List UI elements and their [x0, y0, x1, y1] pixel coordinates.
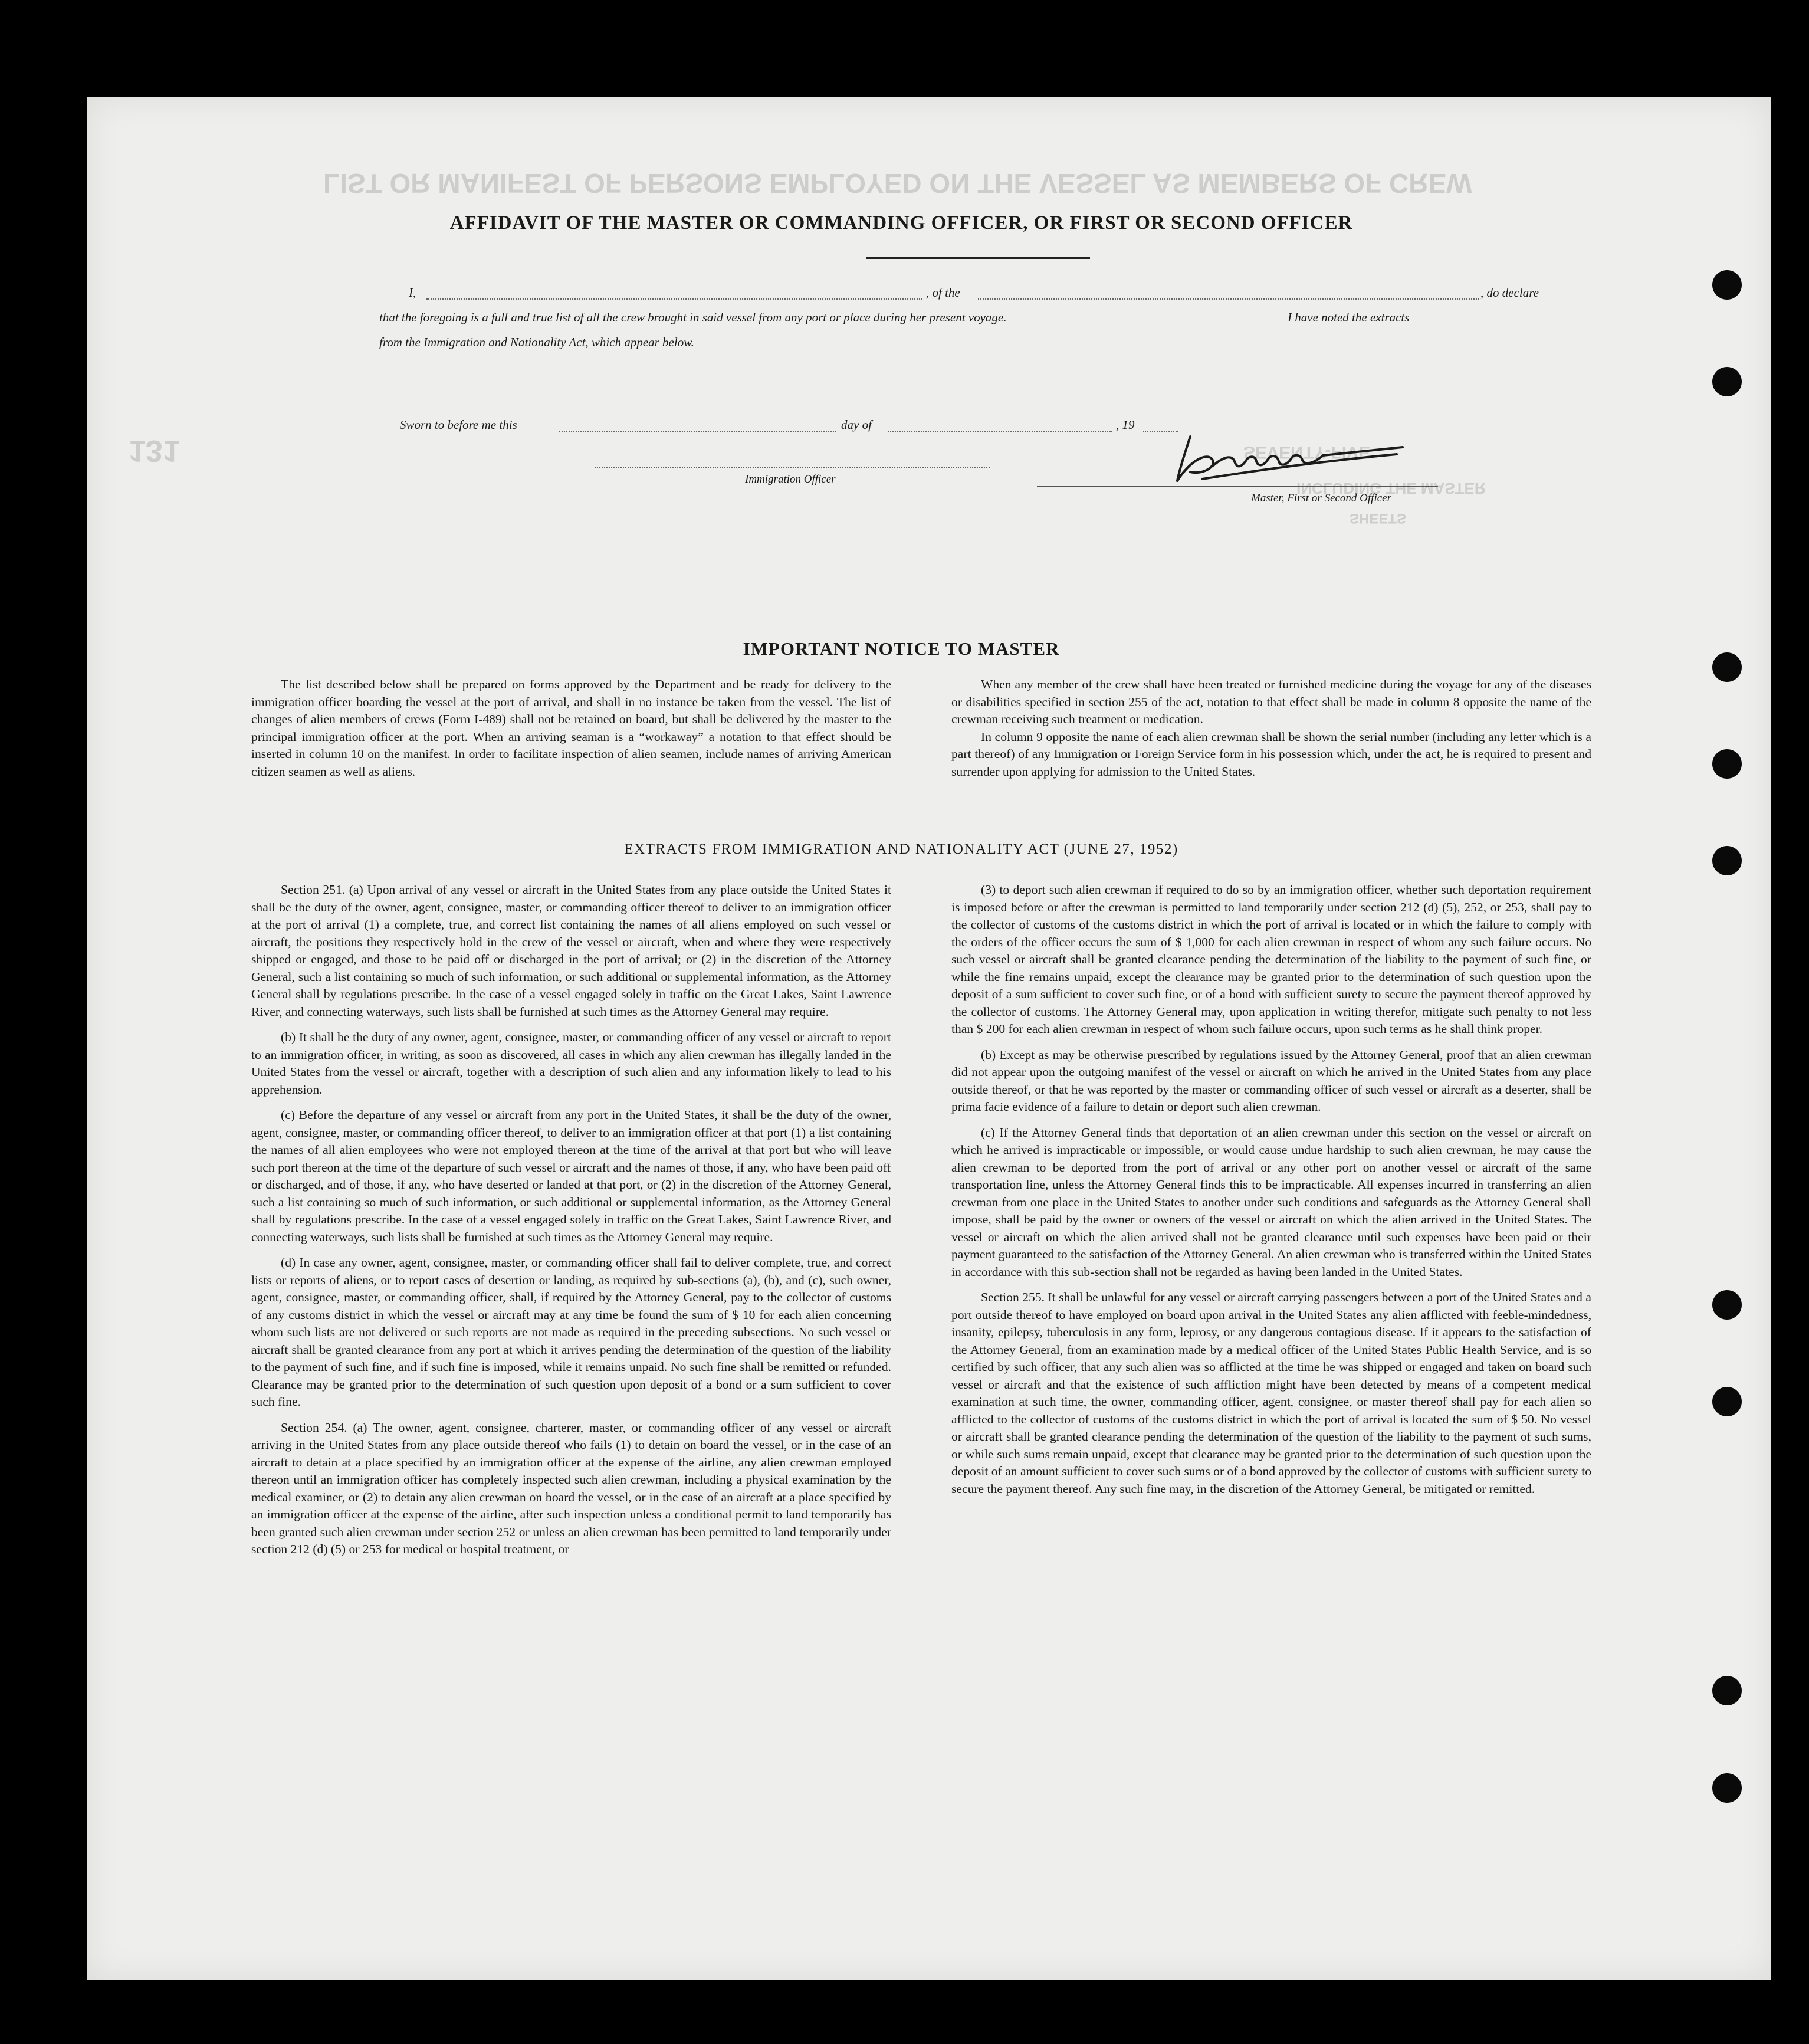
sworn-year-field[interactable] [1143, 431, 1178, 432]
binder-hole [1712, 846, 1742, 875]
declaration-line-2-end: I have noted the extracts [1288, 310, 1410, 324]
day-of-label: day of [841, 418, 872, 432]
bleed-through-header: LIST OR MANIFEST OF PERSONS EMPLOYED ON THE VESSEL AS MEMBERS OF CREW [323, 168, 1472, 199]
extracts-left-column [251, 881, 891, 1567]
vessel-name-field[interactable] [978, 298, 1479, 300]
master-name-field[interactable] [426, 298, 922, 300]
act-section-paragraph: (c) Before the departure of any vessel or aircraft from any port in the United States, it shall be the duty of the owner, agent, consignee, master, or commanding officer thereof, to deliver to an immigration officer at that port (1) a list containing the names of all alien employees who were not employed thereon at the time of the arrival at that port but who will leave such port thereon at the time of the departure of such vessel or aircraft and the names of those, if any, who have been paid off or discharged, and of those, if any, who have deserted or landed at that port, or (2) in the discretion of the Attorney General, such a list containing so much of such information, or such additional or supplemental information, as the Attorney General shall by regulations prescribe. In the case of a vessel engaged solely in traffic on the Great Lakes, Saint Lawrence River, and connecting waterways, such lists shall be furnished at such times as the Attorney General may require. [251, 1108, 891, 1244]
year-label: , 19 [1116, 418, 1135, 432]
notice-paragraph: When any member of the crew shall have been treated or furnished medicine during the voyage for any of the diseases or disabilities specified in section 255 of the act, notation to that effect shall be made in column 8 opposite the name of the crewman receiving such treatment or medication. [951, 677, 1591, 726]
sworn-label: Sworn to before me this [400, 418, 517, 432]
bleed-through-stamp-3: SHEETS [1350, 510, 1407, 526]
binder-hole [1712, 1773, 1742, 1803]
binder-hole [1712, 652, 1742, 682]
act-section-paragraph: Section 251. (a) Upon arrival of any vessel or aircraft in the United States from any place outside the United States it shall be the duty of the owner, agent, consignee, master, or commanding officer thereof to deliver to an immigration officer at the port of arrival (1) a complete, true, and correct list containing the names of all aliens employed on such vessel or aircraft, the positions they respectively hold in the crew of the vessel or aircraft, when and where they were respectively shipped or engaged, and those to be paid off or discharged in the port of arrival; or (2) in the discretion of the Attorney General, such a list containing so much of such information, or such additional or supplemental information, as the Attorney General shall by regulations prescribe. In the case of a vessel engaged solely in traffic on the Great Lakes, Saint Lawrence River, and connecting waterways, such lists shall be furnished at such times as the Attorney General may require. [251, 882, 891, 1019]
bleed-through-stamp-1: SEVENTY-FIVE [1243, 442, 1371, 462]
notice-paragraph: In column 9 opposite the name of each alien crewman shall be shown the serial number (including any letter which is a part thereof) of any Immigration or Foreign Service form in his possession which, under the act, he is required to present and surrender upon applying for admission to the United States. [951, 729, 1591, 779]
master-caption: Master, First or Second Officer [1251, 492, 1392, 504]
act-section-paragraph: (b) It shall be the duty of any owner, agent, consignee, master, or commanding officer of any vessel or aircraft to report to an immigration officer, in writing, as soon as discovered, all cases in which any alien crewman has illegally landed in the United States from the vessel or aircraft, together with a description of such alien and any information likely to lead to his apprehension. [251, 1030, 891, 1097]
act-section-paragraph: (3) to deport such alien crewman if required to do so by an immigration officer, whether such deportation requirement is imposed before or after the crewman is permitted to land temporarily under section 212 (d) (5), 252, or 253, shall pay to the collector of customs of the customs district in which the port of arrival is located or in which the failure to comply with the orders of the officer occurs the sum of $ 1,000 for each alien crewman in respect of whom any such failure occurs. No such vessel or aircraft shall be granted clearance pending the determination of the liability to the payment of such fine, or while the fine remains unpaid, except the clearance may be granted prior to the determination of such question upon the deposit of a sum sufficient to cover such fine, or of a bond with sufficient surety to secure the payment thereof approved by the collector of customs. The Attorney General may, upon application in writing therefor, mitigate such penalty to not less than $ 200 for each alien crewman in respect of whom such failure occurs, upon such terms as he shall think proper. [951, 882, 1591, 1036]
notice-left-column [251, 676, 891, 780]
act-section-paragraph: Section 254. (a) The owner, agent, consignee, charterer, master, or commanding officer of any vessel or aircraft arriving in the United States from any place outside thereof who fails (1) to detain on board the vessel, or in the case of an aircraft to detain at a place specified by an immigration officer at the expense of the airline, any alien crewman employed thereon until an immigration officer has completely inspected such alien crewman, including a physical examination by the medical examiner, or (2) to detain any alien crewman on board the vessel, or in the case of an aircraft at a place specified by an immigration officer at the expense of the airline, after such inspection unless a conditional permit to land temporarily has been granted such alien crewman under section 252 or unless an alien crewman has been permitted to land temporarily under section 212 (d) (5) or 253 for medical or hospital treatment, or [251, 1420, 891, 1556]
sworn-day-field[interactable] [559, 431, 836, 432]
notice-title: IMPORTANT NOTICE TO MASTER [743, 638, 1060, 659]
affidavit-title: AFFIDAVIT OF THE MASTER OR COMMANDING OFFICER, OR FIRST OR SECOND OFFICER [449, 212, 1353, 234]
binder-hole [1712, 1290, 1742, 1320]
act-section-paragraph: (b) Except as may be otherwise prescribed by regulations issued by the Attorney General, proof that an alien crewman did not appear upon the outgoing manifest of the vessel or aircraft on which he arrived in the United States from any place outside thereof, or that he was reported by the master or commanding officer of such vessel or aircraft as a deserter, shall be prima facie evidence of a failure to detain or deport such alien crewman. [951, 1047, 1591, 1114]
sworn-month-field[interactable] [888, 431, 1112, 432]
bleed-through-stamp-2: INCLUDING THE MASTER [1296, 480, 1486, 497]
binder-hole [1712, 270, 1742, 300]
binder-hole [1712, 367, 1742, 396]
declaration-line-2: that the foregoing is a full and true list of all the crew brought in said vessel from any port or place during her present voyage. [379, 310, 1007, 324]
document-page [87, 97, 1771, 1980]
title-rule [866, 257, 1090, 259]
master-signature-line [1037, 486, 1438, 487]
of-the-label: , of the [926, 286, 960, 300]
do-declare-label: , do declare [1480, 286, 1539, 300]
binder-hole [1712, 1387, 1742, 1416]
immigration-officer-caption: Immigration Officer [745, 473, 836, 485]
bleed-through-page-number: 131 [129, 434, 180, 468]
act-section-paragraph: (d) In case any owner, agent, consignee, master, or commanding officer shall fail to deliver complete, true, and correct lists or reports of aliens, or to report cases of desertion or landing, as required by sub-sections (a), (b), and (c), such owner, agent, consignee, master, or commanding officer, shall, if required by the Attorney General, pay to the collector of customs of any customs district in which the vessel or aircraft may at any time be found the sum of $ 10 for each alien concerning whom such lists are not delivered or such reports are not made as required in the preceding subsections. No such vessel or aircraft shall be granted clearance from any port at which it arrives pending the determination of the question of the liability to the payment of such fine, and if such fine is imposed, while it remains unpaid. No such fine shall be remitted or refunded. Clearance may be granted prior to the determination of such question upon deposit of a bond or a sum sufficient to cover such fine. [251, 1255, 891, 1409]
binder-hole [1712, 1676, 1742, 1705]
immigration-officer-signature-line [595, 467, 990, 468]
master-signature [1167, 425, 1414, 490]
notice-right-column [951, 676, 1591, 780]
declaration-line-3: from the Immigration and Nationality Act, which appear below. [379, 335, 694, 349]
notice-paragraph: The list described below shall be prepared on forms approved by the Department and be ready for delivery to the immigration officer boarding the vessel at the port of arrival, and shall in no instance be taken from the vessel. The list of changes of alien members of crews (Form I-489) shall not be retained on board, but shall be delivered by the master to the principal immigration officer at the port. When an arriving seaman is a “workaway” a notation to that effect should be inserted in column 10 on the manifest. In order to facilitate inspection of alien seamen, include names of arriving American citizen seamen as well as aliens. [251, 677, 891, 779]
extracts-right-column [951, 881, 1591, 1506]
declaration-i-label: I, [409, 286, 416, 300]
binder-hole [1712, 749, 1742, 779]
extracts-title: EXTRACTS FROM IMMIGRATION AND NATIONALITY ACT (JUNE 27, 1952) [624, 841, 1178, 857]
act-section-paragraph: Section 255. It shall be unlawful for any vessel or aircraft carrying passengers between a port of the United States and a port outside thereof to have employed on board upon arrival in the United States any alien afflicted with feeble-mindedness, insanity, epilepsy, tuberculosis in any form, leprosy, or any dangerous contagious disease. If it appears to the satisfaction of the Attorney General, from an examination made by a medical officer of the United States Public Health Service, and is so certified by such officer, that any such alien was so afflicted at the time he was shipped or engaged and taken on board such vessel or aircraft and that the existence of such affliction might have been detected by means of a competent medical examination at such time, the owner, commanding officer, agent, consignee, or master thereof shall pay for each alien so afflicted to the collector of customs of the customs district in which the port of arrival is located the sum of $ 50. No vessel or aircraft shall be granted clearance pending the determination of the question of the liability to the payment of such sums, or while such sums remain unpaid, except that clearance may be granted prior to the determination of such question upon the deposit of an amount sufficient to cover such sums or of a bond approved by the collector of customs with sufficient surety to secure the payment thereof. Any such fine may, in the discretion of the Attorney General, be mitigated or remitted. [951, 1290, 1591, 1496]
act-section-paragraph: (c) If the Attorney General finds that deportation of an alien crewman under this section on the vessel or aircraft on which he arrived is impracticable or impossible, or would cause undue hardship to such alien crewman, he may cause the alien crewman to be deported from the port of arrival or any other port on another vessel or aircraft of the same transportation line, unless the Attorney General finds this to be impracticable. All expenses incurred in transferring an alien crewman from one place in the United States to another under such conditions and safeguards as the Attorney General shall impose, shall be paid by the owner or owners of the vessel or aircraft on which the alien arrived in the United States. The vessel or aircraft on which the alien arrived shall not be granted clearance until such expenses have been paid or their payment guaranteed to the satisfaction of the Attorney General. An alien crewman who is transferred within the United States in accordance with this sub-section shall not be regarded as having been landed in the United States. [951, 1125, 1591, 1279]
